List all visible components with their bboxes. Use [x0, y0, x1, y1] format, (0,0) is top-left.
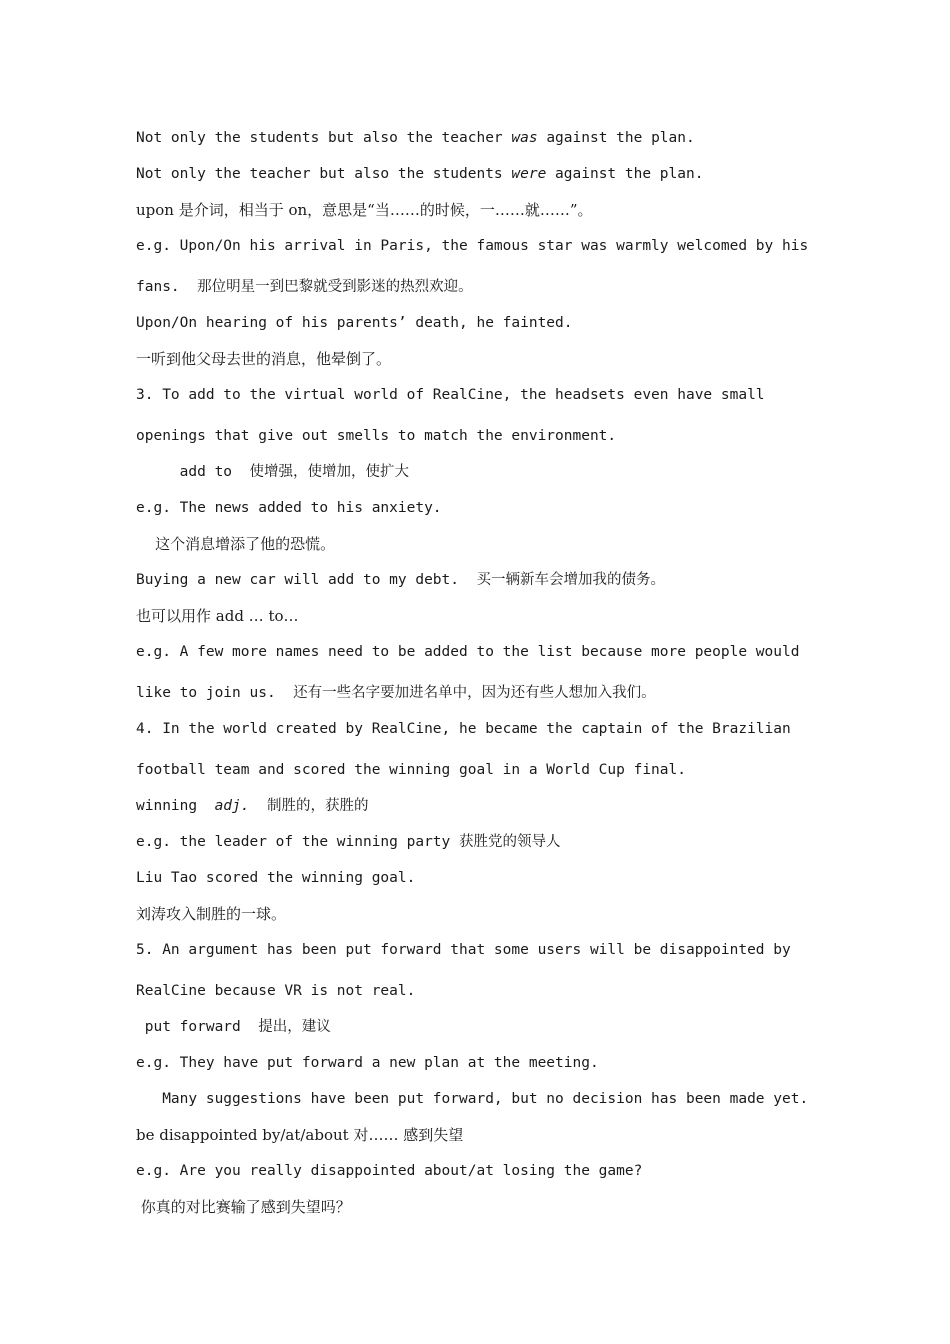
- text-line: put forward 提出，建议: [136, 1019, 331, 1035]
- text-line: 你真的对比赛输了感到失望吗？: [136, 1198, 351, 1216]
- text-line: e.g. Upon/On his arrival in Paris, the famous star was warmly welcomed by his: [136, 238, 809, 254]
- text-line: e.g. They have put forward a new plan at the meeting.: [136, 1055, 599, 1071]
- text-line: 刘涛攻入制胜的一球。: [136, 905, 287, 923]
- text-line: Many suggestions have been put forward, but no decision has been made yet.: [136, 1091, 809, 1107]
- text-line: upon 是介词，相当于 on，意思是“当……的时候，一……就……”。: [136, 201, 593, 219]
- text-line: openings that give out smells to match the environment.: [136, 428, 617, 444]
- text-line: 一听到他父母去世的消息，他晕倒了。: [136, 350, 392, 368]
- text-line: 也可以用作 add … to…: [136, 607, 299, 625]
- text-line: e.g. Are you really disappointed about/at losing the game?: [136, 1163, 643, 1179]
- text-line: Not only the teacher but also the students were against the plan.: [136, 166, 704, 182]
- text-line: Liu Tao scored the winning goal.: [136, 870, 416, 886]
- text-line: 这个消息增添了他的恐慌。: [136, 535, 336, 553]
- text-line: winning adj. 制胜的，获胜的: [136, 798, 369, 814]
- text-line: be disappointed by/at/about 对…… 感到失望: [136, 1126, 464, 1144]
- text-line: e.g. the leader of the winning party 获胜党的领导人: [136, 834, 561, 850]
- text-line: 5. An argument has been put forward that some users will be disappointed by: [136, 942, 791, 958]
- text-line: e.g. A few more names need to be added to the list because more people would: [136, 644, 800, 660]
- text-line: Buying a new car will add to my debt. 买一辆新车会增加我的债务。: [136, 572, 665, 588]
- text-line: Upon/On hearing of his parents’ death, he fainted.: [136, 315, 573, 331]
- text-line: football team and scored the winning goal in a World Cup final.: [136, 762, 686, 778]
- text-line: 3. To add to the virtual world of RealCine, the headsets even have small: [136, 387, 765, 403]
- text-line: add to 使增强，使增加，使扩大: [136, 464, 409, 480]
- text-line: like to join us. 还有一些名字要加进名单中，因为还有些人想加入我们。: [136, 685, 656, 701]
- text-line: Not only the students but also the teacher was against the plan.: [136, 130, 695, 146]
- text-line: e.g. The news added to his anxiety.: [136, 500, 442, 516]
- text-line: RealCine because VR is not real.: [136, 983, 416, 999]
- text-line: 4. In the world created by RealCine, he became the captain of the Brazilian: [136, 721, 791, 737]
- text-line: fans. 那位明星一到巴黎就受到影迷的热烈欢迎。: [136, 279, 473, 295]
